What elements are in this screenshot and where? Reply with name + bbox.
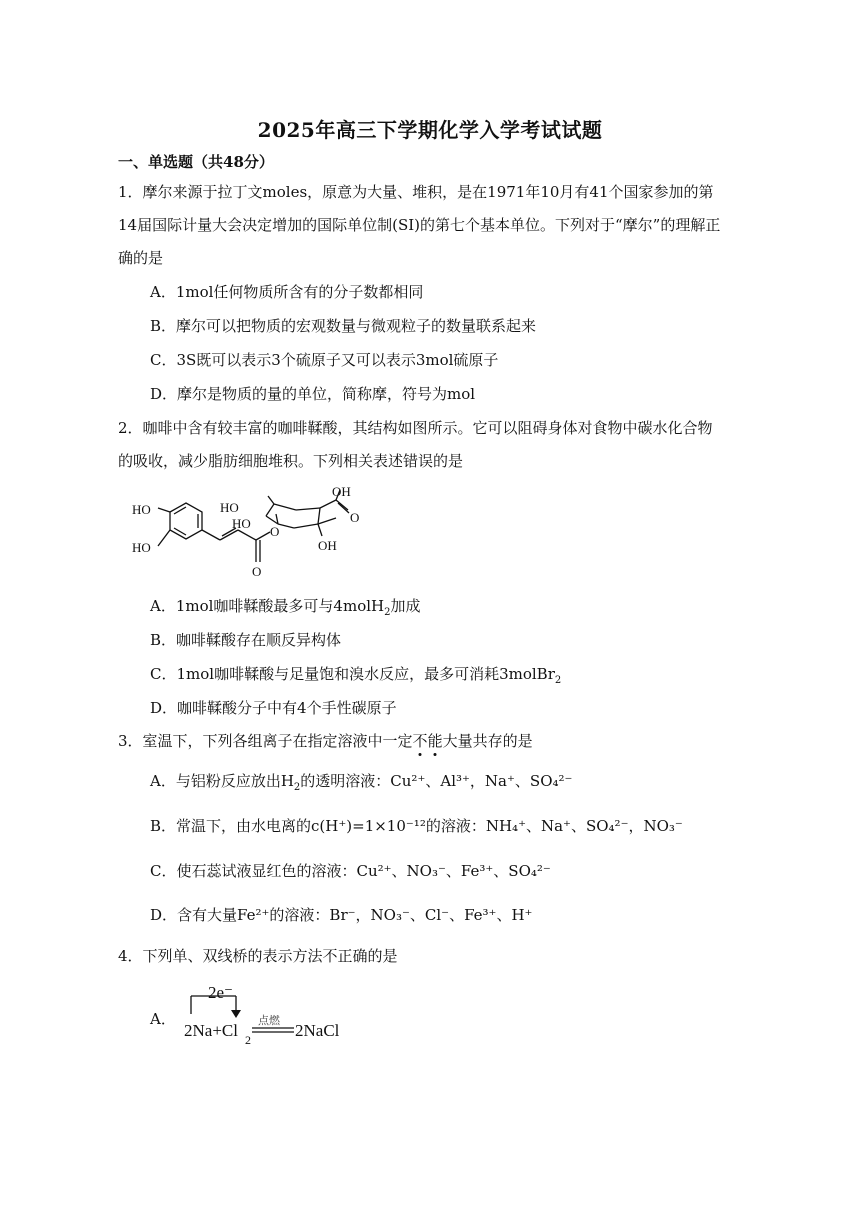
q3-option-c: C．使石蕊试液显红色的溶液：Cu²⁺、NO₃⁻、Fe³⁺、SO₄²⁻ (150, 862, 551, 880)
label-ho-ring-mid: HO (232, 516, 251, 531)
q2-stem-line1: 2．咖啡中含有较丰富的咖啡鞣酸，其结构如图所示。它可以阻碍身体对食物中碳水化合物 (118, 419, 713, 437)
label-ho-bottom: HO (132, 540, 151, 555)
q2-option-a-text: A．1mol咖啡鞣酸最多可与4molH (150, 597, 385, 615)
q2-option-b: B．咖啡鞣酸存在顺反异构体 (150, 631, 342, 649)
q3-option-b (150, 816, 683, 836)
arrow-head-icon (231, 1010, 241, 1018)
q2-option-d: D．咖啡鞣酸分子中有4个手性碳原子 (150, 699, 397, 717)
q2-stem-line2: 的吸收，减少脂肪细胞堆积。下列相关表述错误的是 (118, 452, 464, 470)
q3-option-a-ions: 的透明溶液：Cu²⁺、Al³⁺，Na⁺、SO₄²⁻ (300, 772, 573, 790)
q3-option-a-text: A．与铝粉反应放出H (150, 772, 294, 790)
q3-stem-post: 大量共存的是 (442, 732, 533, 750)
label-oh-acid: OH (332, 484, 351, 499)
single-line-bridge-diagram (182, 978, 362, 1048)
section-heading: 一、单选题（共48分） (118, 153, 274, 171)
q1-stem-line1: 1．摩尔来源于拉丁文moles，原意为大量、堆积，是在1971年10月有41个国家参加的第 (118, 183, 714, 201)
q3-stem-pre: 3．室温下，下列各组离子在指定溶液中一定 (118, 732, 413, 750)
q3-option-b-text: B．常温下，由水电离的c(H⁺)=1×10⁻¹²的溶液： (150, 817, 486, 835)
label-o-acid: O (350, 510, 360, 525)
equation-reactants: 2Na+Cl (184, 1021, 238, 1040)
q3-option-d: D．含有大量Fe²⁺的溶液：Br⁻，NO₃⁻、Cl⁻、Fe³⁺、H⁺ (150, 906, 533, 924)
q1-option-a: A．1mol任何物质所含有的分子数都相同 (150, 283, 424, 301)
q1-option-d: D．摩尔是物质的量的单位，简称摩，符号为mol (150, 385, 476, 403)
q2-option-a-tail: 加成 (390, 597, 421, 615)
electron-transfer-label: 2e⁻ (208, 983, 234, 1002)
q3-stem-emphasis-2: 能 (427, 732, 443, 750)
q1-option-c: C．3S既可以表示3个硫原子又可以表示3mol硫原子 (150, 351, 499, 369)
q1-stem-line3: 确的是 (118, 249, 164, 267)
q3-option-b-ions: NH₄⁺、Na⁺、SO₄²⁻，NO₃⁻ (485, 817, 683, 835)
q3-option-a-sub: 2 (293, 782, 301, 793)
page-title: 2025年高三下学期化学入学考试试题 (257, 118, 603, 142)
q2-option-c-sub: 2 (554, 675, 562, 686)
label-ho-top: HO (132, 502, 151, 517)
label-o-ester: O (270, 524, 280, 539)
label-oh-bottom: OH (318, 538, 337, 553)
q2-option-c-text: C．1mol咖啡鞣酸与足量饱和溴水反应，最多可消耗3molBr (150, 665, 555, 683)
chlorogenic-acid-structure (128, 484, 368, 584)
q2-option-a (150, 596, 421, 616)
q3-stem-emphasis-1: 不 (412, 732, 428, 750)
q3-stem (118, 731, 533, 751)
equation-reactant-subscript: 2 (245, 1033, 251, 1047)
label-ho-ring-top: HO (220, 500, 239, 515)
reaction-condition-label: 点燃 (258, 1015, 280, 1027)
label-o-carbonyl: O (252, 564, 262, 579)
q4-option-a-label: A． (150, 1010, 176, 1028)
q1-option-b: B．摩尔可以把物质的宏观数量与微观粒子的数量联系起来 (150, 317, 537, 335)
q2-option-a-sub: 2 (384, 607, 391, 618)
equation-product: 2NaCl (295, 1021, 340, 1040)
q2-option-c (150, 664, 561, 684)
q4-stem: 4．下列单、双线桥的表示方法不正确的是 (118, 947, 398, 965)
q3-option-a (150, 771, 572, 791)
q1-stem-line2: 14届国际计量大会决定增加的国际单位制(SI)的第七个基本单位。下列对于“摩尔”的理解正 (118, 216, 721, 234)
